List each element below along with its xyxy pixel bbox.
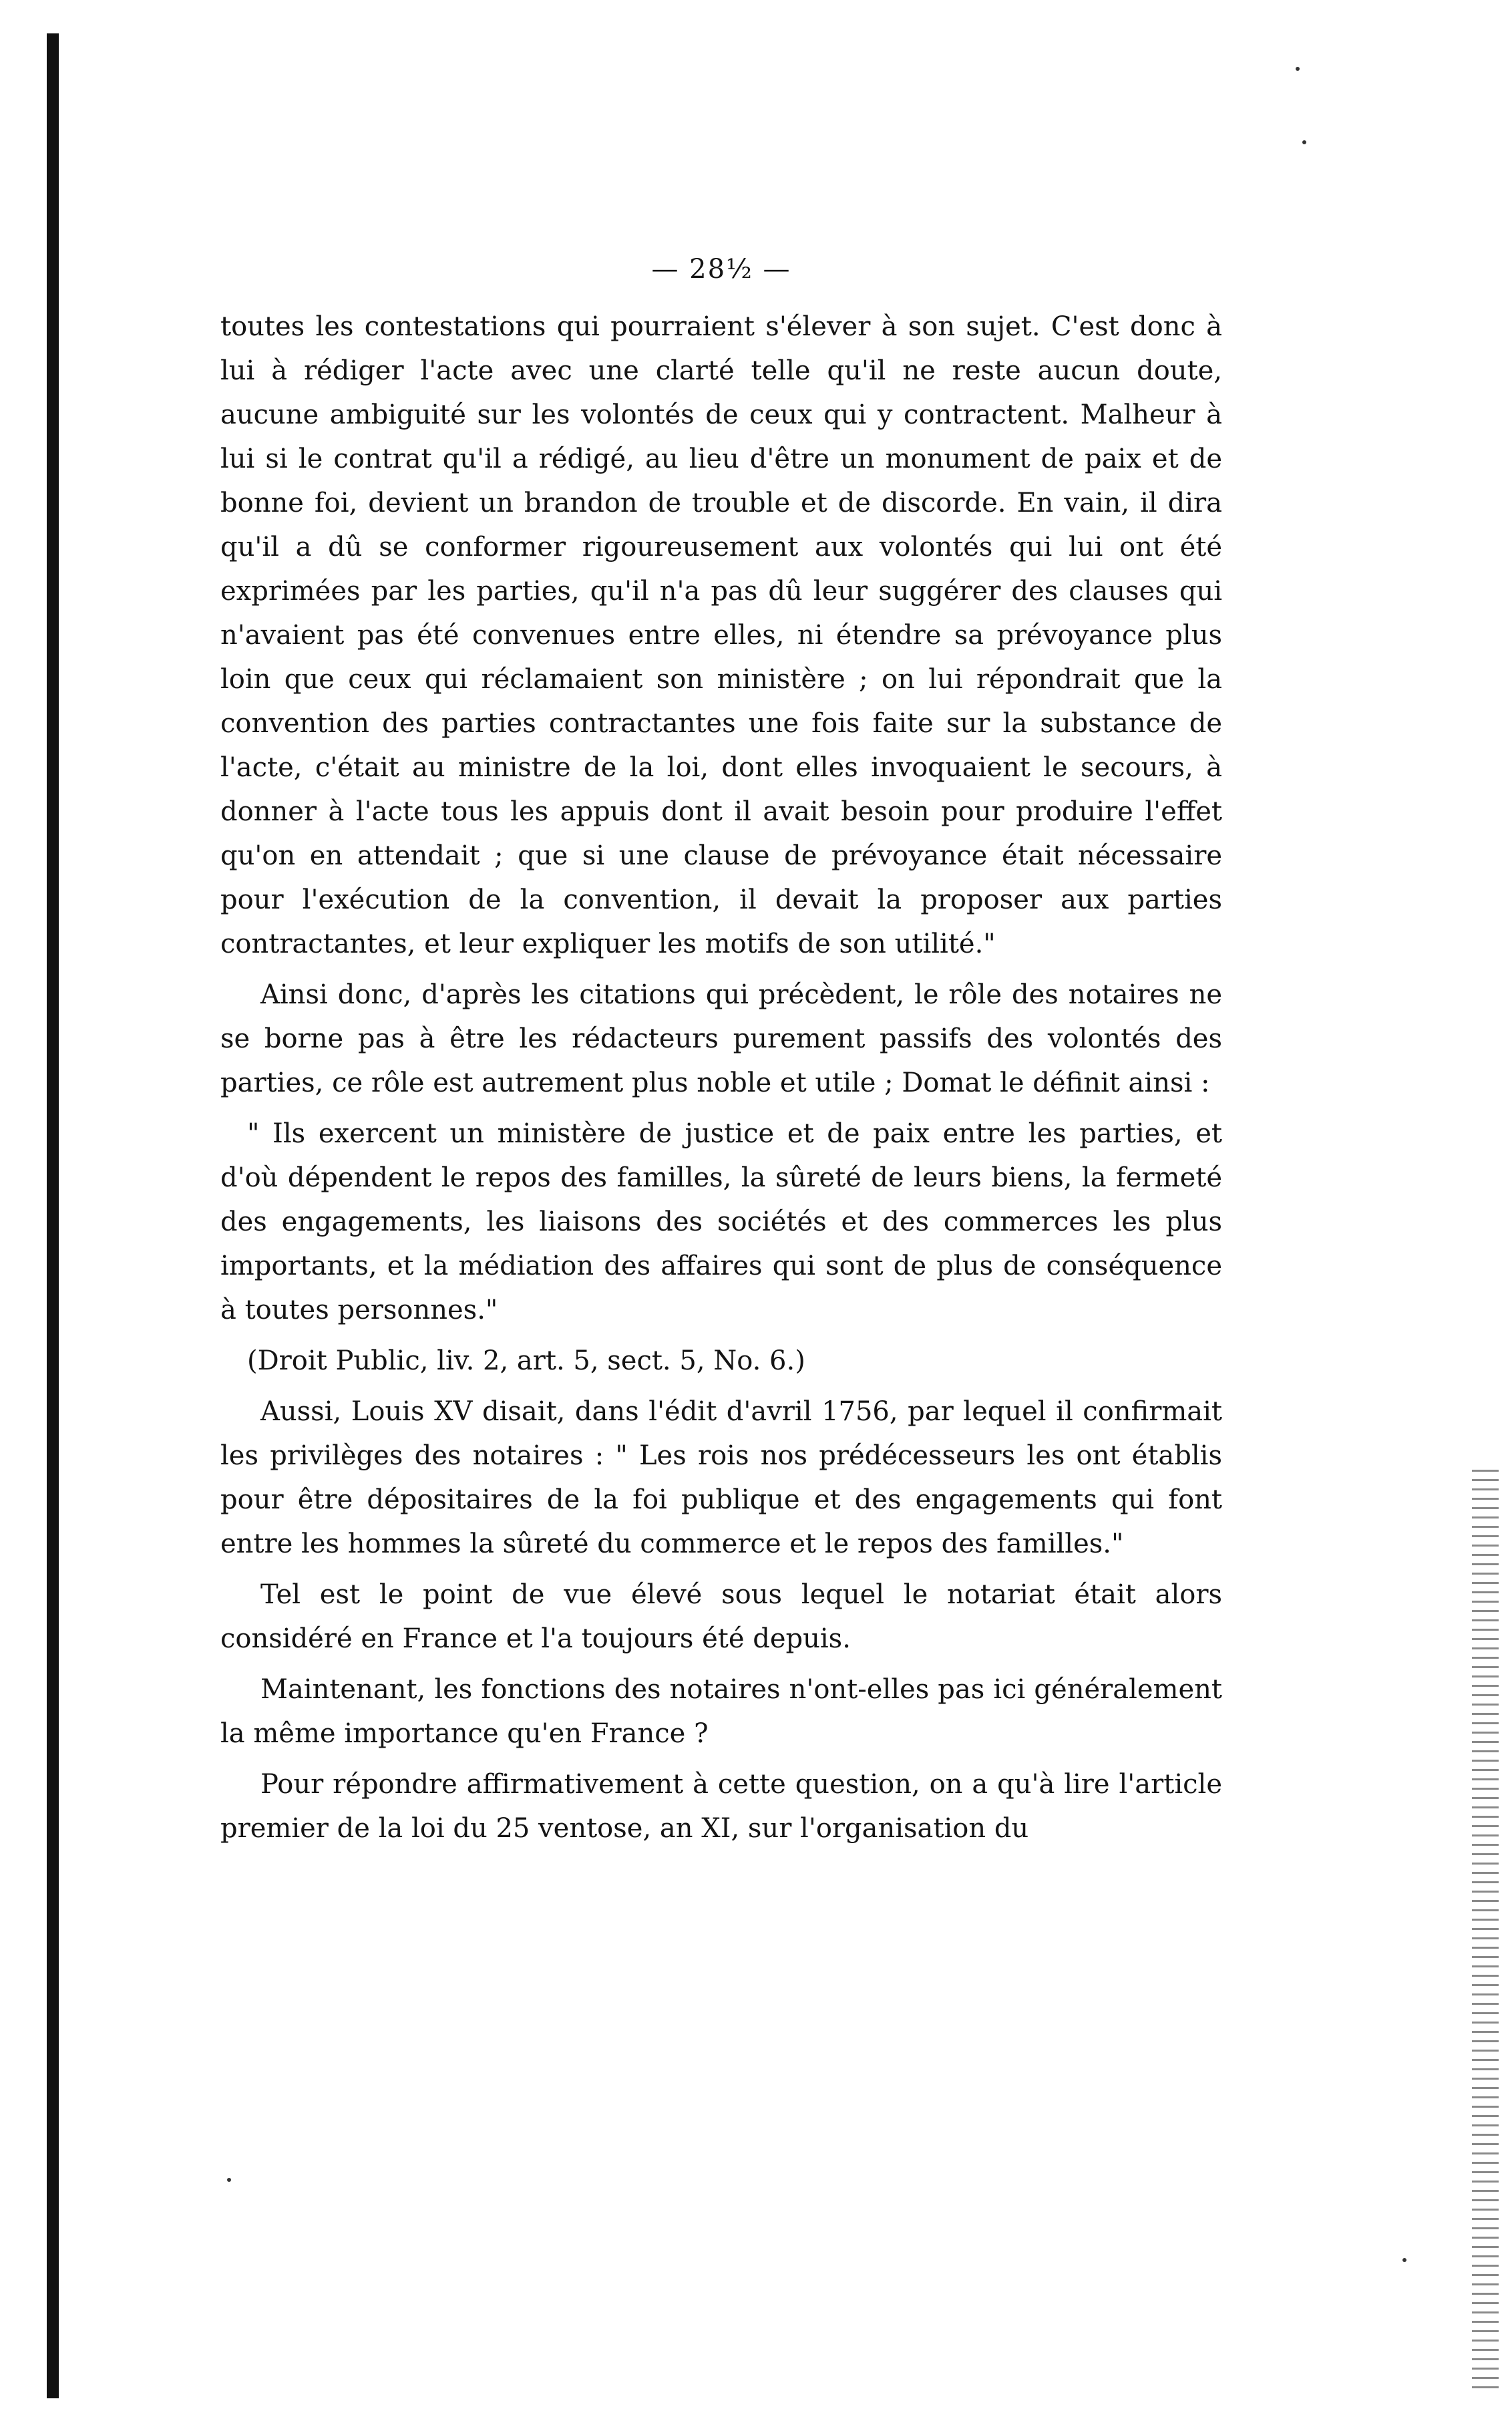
- page-number: — 28½ —: [651, 254, 791, 285]
- scan-speck: [1302, 140, 1306, 144]
- scan-speck: [1296, 67, 1300, 71]
- paragraph-role-of-notaries: Ainsi donc, d'après les citations qui précèdent, le rôle des notaires ne se borne pas à être les rédacteurs purement passifs des volontés des parties, ce rôle est autrement plus noble et utile ; Domat le définit ainsi :: [220, 979, 1222, 1098]
- binding-shadow: [47, 33, 59, 2398]
- paragraph-question: Maintenant, les fonctions des notaires n'ont-elles pas ici généralement la même importance qu'en France ?: [220, 1674, 1222, 1749]
- scan-speck: [227, 2178, 231, 2182]
- page-body: [220, 254, 1222, 1857]
- scan-speck: [1402, 2258, 1406, 2262]
- paragraph-louis-xv-edict: Aussi, Louis XV disait, dans l'édit d'avril 1756, par lequel il confirmait les privilèges des notaires : " Les rois nos prédécesseurs les ont établis pour être dépositaires de la foi publique et des engagements qui font entre les hommes la sûreté du commerce et le repos des familles.": [220, 1396, 1222, 1559]
- paragraph-contract-duty: toutes les contestations qui pourraient s'élever à son sujet. C'est donc à lui à rédiger l'acte avec une clarté telle qu'il ne reste aucun doute, aucune ambiguité sur les volontés de ceux qui y contractent. Malheur à lui si le contrat qu'il a rédigé, au lieu d'être un monument de paix et de bonne foi, devient un brandon de trouble et de discorde. En vain, il dira qu'il a dû se conformer rigoureusement aux volontés qui lui ont été exprimées par les parties, qu'il n'a pas dû leur suggérer des clauses qui n'avaient pas été convenues entre elles, ni étendre sa prévoyance plus loin que ceux qui réclamaient son ministère ; on lui répondrait que la convention des parties contractantes une fois faite sur la substance de l'acte, c'était au ministre de la loi, dont elles invoquaient le secours, à donner à l'acte tous les appuis dont il avait besoin pour produire l'effet qu'on en attendait ; que si une clause de prévoyance était nécessaire pour l'exécution de la convention, il devait la proposer aux parties contractantes, et leur expliquer les motifs de son utilité.": [220, 311, 1222, 959]
- page-edge-noise: [1472, 1470, 1499, 2392]
- paragraph-point-of-view: Tel est le point de vue élevé sous lequel le notariat était alors considéré en France et l'a toujours été depuis.: [220, 1579, 1222, 1654]
- quote-domat: " Ils exercent un ministère de justice et de paix entre les parties, et d'où dépendent le repos des familles, la sûreté de leurs biens, la fermeté des engagements, les liaisons des sociétés et des commerces les plus importants, et la médiation des affaires qui sont de plus de conséquence à toutes personnes.": [220, 1118, 1222, 1325]
- citation-droit-public: (Droit Public, liv. 2, art. 5, sect. 5, No. 6.): [247, 1345, 805, 1376]
- paragraph-answer: Pour répondre affirmativement à cette question, on a qu'à lire l'article premier de la loi du 25 ventose, an XI, sur l'organisation du: [220, 1769, 1222, 1844]
